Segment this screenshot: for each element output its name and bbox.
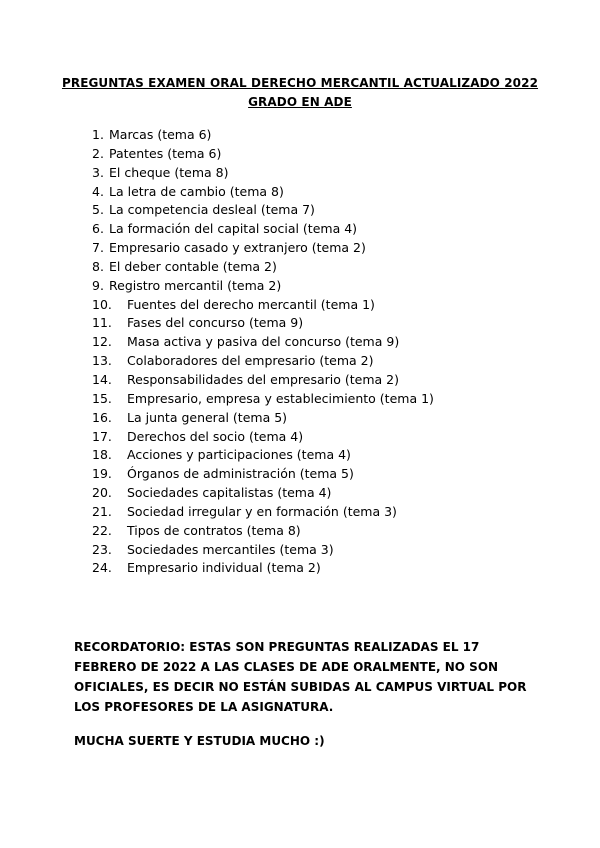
question-number: 16. — [92, 409, 112, 425]
question-number: 17. — [92, 428, 112, 444]
question-item — [92, 164, 434, 183]
question-text: Fuentes del derecho mercantil (tema 1) — [127, 296, 375, 312]
question-item — [92, 296, 434, 315]
question-text: Empresario, empresa y establecimiento (tema 1) — [127, 390, 434, 406]
question-item — [92, 446, 434, 465]
question-item — [92, 522, 434, 541]
reminder-note: RECORDATORIO: ESTAS SON PREGUNTAS REALIZADAS EL 17 FEBRERO DE 2022 A LAS CLASES DE ADE ORALMENTE, NO SON OFICIALES, ES DECIR NO ESTÁN SUBIDAS AL CAMPUS VIRTUAL POR LOS PROFESORES DE LA ASIGNATURA. — [74, 640, 527, 714]
question-item — [92, 126, 434, 145]
question-item — [92, 559, 434, 578]
question-number: 5. — [92, 202, 104, 218]
question-text: La letra de cambio (tema 8) — [109, 183, 284, 199]
question-item — [92, 201, 434, 220]
question-number: 12. — [92, 334, 112, 350]
question-text: Empresario casado y extranjero (tema 2) — [109, 240, 366, 256]
question-item — [92, 541, 434, 560]
document-subtitle: GRADO EN ADE — [248, 95, 352, 109]
question-number: 24. — [92, 560, 112, 576]
question-text: Masa activa y pasiva del concurso (tema 9) — [127, 334, 400, 350]
closing-message: MUCHA SUERTE Y ESTUDIA MUCHO :) — [74, 734, 325, 748]
question-text: Marcas (tema 6) — [109, 127, 212, 142]
question-number: 6. — [92, 221, 104, 237]
question-number: 15. — [92, 390, 112, 406]
question-text: Sociedades capitalistas (tema 4) — [127, 485, 332, 501]
question-item — [92, 145, 434, 164]
question-number: 11. — [92, 315, 112, 331]
question-number: 19. — [92, 466, 112, 482]
question-item — [92, 183, 434, 202]
question-item — [92, 258, 434, 277]
question-number: 9. — [92, 277, 104, 293]
document-title: PREGUNTAS EXAMEN ORAL DERECHO MERCANTIL ACTUALIZADO 2022 — [61, 76, 539, 90]
question-text: La formación del capital social (tema 4) — [109, 221, 358, 237]
question-number: 23. — [92, 541, 112, 557]
question-item — [92, 484, 434, 503]
question-number: 7. — [92, 240, 104, 256]
question-number: 1. — [92, 127, 104, 142]
question-text: Sociedades mercantiles (tema 3) — [127, 541, 334, 557]
question-text: La junta general (tema 5) — [127, 409, 288, 425]
question-number: 10. — [92, 296, 112, 312]
question-text: Órganos de administración (tema 5) — [127, 466, 354, 482]
question-text: Colaboradores del empresario (tema 2) — [127, 353, 374, 369]
question-item — [92, 409, 434, 428]
question-item — [92, 220, 434, 239]
question-item — [92, 390, 434, 409]
question-text: Empresario individual (tema 2) — [127, 560, 321, 576]
question-number: 21. — [92, 503, 112, 519]
question-number: 4. — [92, 183, 104, 199]
question-item — [92, 428, 434, 447]
question-text: Patentes (tema 6) — [109, 145, 222, 161]
question-number: 18. — [92, 447, 112, 463]
question-number: 22. — [92, 522, 112, 538]
question-item — [92, 314, 434, 333]
question-item — [92, 239, 434, 258]
question-text: La competencia desleal (tema 7) — [109, 202, 315, 218]
question-item — [92, 277, 434, 296]
question-text: El cheque (tema 8) — [109, 164, 229, 180]
question-item — [92, 352, 434, 371]
question-list — [92, 126, 434, 578]
question-item — [92, 503, 434, 522]
question-text: Registro mercantil (tema 2) — [109, 277, 282, 293]
question-number: 2. — [92, 145, 104, 161]
question-text: Fases del concurso (tema 9) — [127, 315, 304, 331]
question-number: 8. — [92, 258, 104, 274]
question-text: Responsabilidades del empresario (tema 2) — [127, 371, 400, 387]
question-number: 13. — [92, 353, 112, 369]
question-item — [92, 333, 434, 352]
question-number: 14. — [92, 371, 112, 387]
question-text: Acciones y participaciones (tema 4) — [127, 447, 351, 463]
question-item — [92, 371, 434, 390]
question-text: El deber contable (tema 2) — [109, 258, 277, 274]
question-text: Derechos del socio (tema 4) — [127, 428, 304, 444]
question-text: Tipos de contratos (tema 8) — [127, 522, 301, 538]
question-text: Sociedad irregular y en formación (tema 3) — [127, 503, 397, 519]
question-item — [92, 465, 434, 484]
question-number: 20. — [92, 485, 112, 501]
question-number: 3. — [92, 164, 104, 180]
